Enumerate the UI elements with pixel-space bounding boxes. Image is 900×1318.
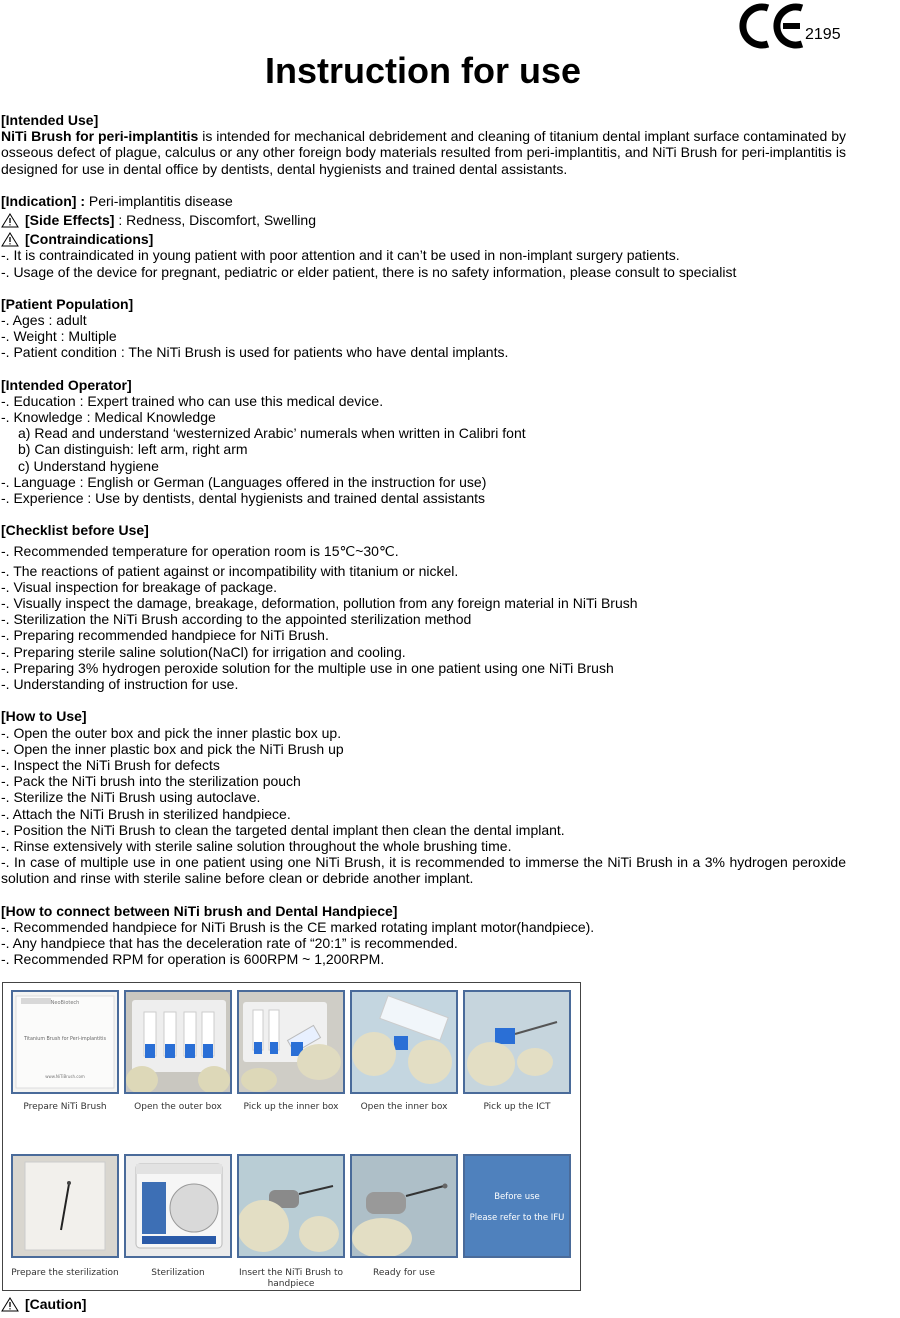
- box-title-text: Titanium Brush for Peri-implantitis: [23, 1037, 107, 1042]
- list-item: -. Attach the NiTi Brush in sterilized handpiece.: [1, 805, 291, 822]
- list-item: -. Patient condition : The NiTi Brush is used for patients who have dental implants.: [1, 344, 509, 361]
- intended-use-heading: [Intended Use]: [1, 112, 99, 128]
- before-use-notice-tile: [463, 1154, 571, 1258]
- sub-list-item: b) Can distinguish: left arm, right arm: [18, 441, 248, 458]
- refer-ifu-text: Please refer to the IFU: [469, 1213, 565, 1223]
- list-item: -. Sterilize the NiTi Brush using autoclave.: [1, 789, 261, 806]
- list-item: -. Preparing sterile saline solution(NaCl) for irrigation and cooling.: [1, 643, 406, 660]
- list-item: -. It is contraindicated in young patient with poor attention and it can’t be used in non-implant surgery patients.: [1, 247, 680, 264]
- contraindications-heading-line: [1, 231, 846, 247]
- list-item: -. Recommended temperature for operation room is 15℃~30℃.: [1, 543, 399, 560]
- box-url-text: www.NiTiBrush.com: [45, 1074, 85, 1079]
- photo-pick-up-inner-box: [237, 990, 345, 1094]
- list-item: -. The reactions of patient against or incompatibility with titanium or nickel.: [1, 562, 459, 579]
- list-item: -. Education : Expert trained who can use this medical device.: [1, 392, 384, 409]
- list-item: -. Recommended handpiece for NiTi Brush is the CE marked rotating implant motor(handpiece).: [1, 918, 595, 935]
- list-item: -. Any handpiece that has the deceleration rate of “20:1” is recommended.: [1, 934, 458, 951]
- handpiece-heading: [How to connect between NiTi brush and Dental Handpiece]: [1, 902, 398, 919]
- photo-caption: Pick up the ICT: [483, 1102, 551, 1112]
- photo-caption: Insert the NiTi Brush to handpiece: [239, 1268, 343, 1289]
- photo-sterilization: [124, 1154, 232, 1258]
- list-item: -. Usage of the device for pregnant, pediatric or elder patient, there is no safety information, please consult to specialist: [1, 263, 737, 280]
- page-title: Instruction for use: [264, 50, 582, 91]
- photo-insert-into-handpiece: [237, 1154, 345, 1258]
- list-item: -. Experience : Use by dentists, dental hygienists and trained dental assistants: [1, 490, 486, 507]
- photo-caption: Prepare the sterilization: [11, 1268, 119, 1278]
- before-use-text: Before use: [494, 1192, 540, 1202]
- how-to-use-heading: [How to Use]: [1, 708, 87, 725]
- intended-operator-heading: [Intended Operator]: [1, 376, 132, 393]
- list-item: -. Visually inspect the damage, breakage, deformation, pollution from any foreign material in NiTi Brush: [1, 595, 638, 612]
- box-brand-text: NeoBiotech: [50, 1000, 80, 1006]
- photo-caption: Pick up the inner box: [243, 1102, 339, 1112]
- photo-ready-for-use: [350, 1154, 458, 1258]
- list-item: -. Ages : adult: [1, 312, 87, 329]
- indication-line: [Indication] : Peri-implantitis disease: [1, 192, 233, 209]
- list-item: -. In case of multiple use in one patient using one NiTi Brush, it is recommended to immerse the NiTi Brush in a 3% hydrogen peroxide solution and rinse with sterile saline before clean or debride another implant.: [1, 854, 846, 887]
- photo-caption: Sterilization: [151, 1268, 205, 1278]
- list-item: -. Position the NiTi Brush to clean the targeted dental implant then clean the dental implant.: [1, 821, 565, 838]
- product-box-image: [13, 992, 117, 1092]
- list-item: -. Preparing recommended handpiece for NiTi Brush.: [1, 627, 329, 644]
- side-effects-line: [Side Effects] : Redness, Discomfort, Swelling: [1, 212, 846, 228]
- document-body: [1, 112, 846, 967]
- list-item: -. Open the inner plastic box and pick the NiTi Brush up: [1, 740, 344, 757]
- caution-line: [1, 1296, 86, 1312]
- photo-open-inner-box: [350, 990, 458, 1094]
- list-item: -. Understanding of instruction for use.: [1, 676, 239, 693]
- warning-icon: [1, 213, 19, 228]
- warning-icon: [1, 232, 19, 247]
- list-item: -. Sterilization the NiTi Brush according to the appointed sterilization method: [1, 611, 472, 628]
- photo-pick-up-ict: [463, 990, 571, 1094]
- list-item: -. Rinse extensively with sterile saline solution throughout the whole brushing time.: [1, 837, 512, 854]
- caution-heading: [Caution]: [25, 1296, 87, 1312]
- list-item: -. Open the outer box and pick the inner plastic box up.: [1, 724, 342, 741]
- list-item: -. Preparing 3% hydrogen peroxide solution for the multiple use in one patient using one NiTi Brush: [1, 659, 614, 676]
- list-item: -. Weight : Multiple: [1, 328, 117, 345]
- warning-icon: [1, 1297, 19, 1312]
- photo-prepare-niti-brush: [11, 990, 119, 1094]
- photo-caption: Open the inner box: [360, 1102, 448, 1112]
- product-name: NiTi Brush for peri-implantitis: [1, 128, 199, 145]
- contraindications-heading: [Contraindications]: [25, 231, 154, 248]
- list-item: -. Knowledge : Medical Knowledge: [1, 409, 216, 426]
- intended-use-text: NiTi Brush for peri-implantitis is intended for mechanical debridement and cleaning of titanium dental implant surface contaminated by osseous defect of plague, calculus or any other foreign body materials resulted from peri-implantitis, and NiTi Brush for peri-implantitis is designed for use in dental office by dentists, dental hygienists and trained dental assistants.: [1, 128, 847, 177]
- photo-instruction-panel: [2, 982, 581, 1291]
- photo-prepare-sterilization: [11, 1154, 119, 1258]
- sub-list-item: a) Read and understand ‘westernized Arabic’ numerals when written in Calibri font: [18, 425, 526, 442]
- photo-caption: Prepare NiTi Brush: [23, 1102, 107, 1112]
- photo-open-outer-box: [124, 990, 232, 1094]
- list-item: -. Inspect the NiTi Brush for defects: [1, 756, 220, 773]
- list-item: -. Pack the NiTi brush into the sterilization pouch: [1, 773, 301, 790]
- photo-caption: Ready for use: [373, 1268, 435, 1278]
- patient-population-heading: [Patient Population]: [1, 295, 134, 312]
- checklist-heading: [Checklist before Use]: [1, 522, 149, 539]
- photo-caption: Open the outer box: [134, 1102, 222, 1112]
- list-item: -. Recommended RPM for operation is 600RPM ~ 1,200RPM.: [1, 951, 385, 968]
- ce-notified-body-number: 2195: [805, 26, 841, 43]
- list-item: -. Visual inspection for breakage of package.: [1, 578, 278, 595]
- list-item: -. Language : English or German (Languages offered in the instruction for use): [1, 473, 487, 490]
- sub-list-item: c) Understand hygiene: [18, 457, 159, 474]
